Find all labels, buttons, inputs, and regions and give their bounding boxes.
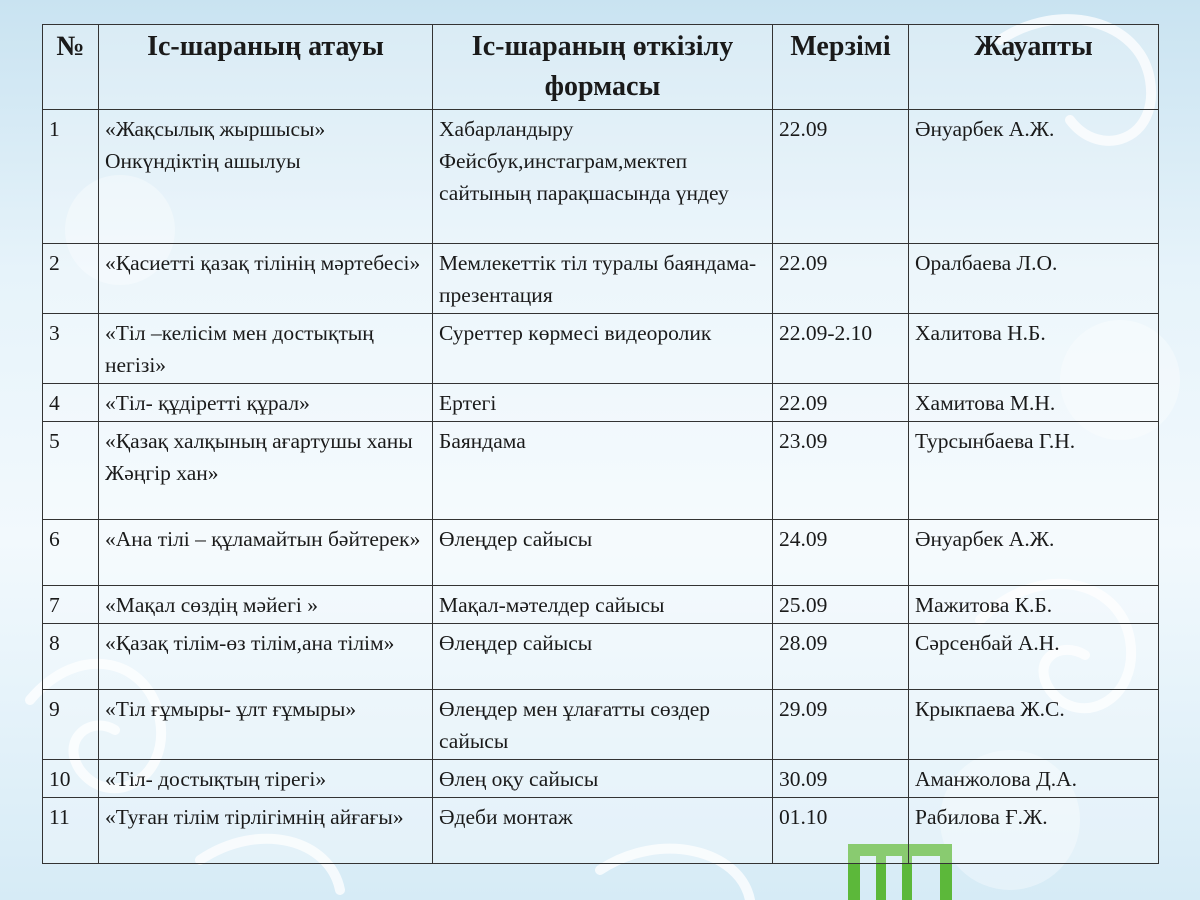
row-event-form: Өлеңдер сайысы — [433, 624, 773, 690]
row-event-name: «Қазақ тілім-өз тілім,ана тілім» — [99, 624, 433, 690]
row-num: 5 — [43, 422, 99, 520]
table-row — [43, 798, 1159, 864]
row-responsible: Мажитова К.Б. — [909, 586, 1159, 624]
row-num: 3 — [43, 314, 99, 384]
row-num: 1 — [43, 110, 99, 244]
row-event-name: «Тіл- достықтың тірегі» — [99, 760, 433, 798]
header-responsible: Жауапты — [909, 25, 1159, 110]
row-event-form: Әдеби монтаж — [433, 798, 773, 864]
row-event-form: Мемлекеттік тіл туралы баяндама-презентация — [433, 244, 773, 314]
row-responsible: Турсынбаева Г.Н. — [909, 422, 1159, 520]
row-num: 10 — [43, 760, 99, 798]
row-responsible: Крыкпаева Ж.С. — [909, 690, 1159, 760]
row-responsible: Оралбаева Л.О. — [909, 244, 1159, 314]
row-num: 9 — [43, 690, 99, 760]
row-responsible: Сәрсенбай А.Н. — [909, 624, 1159, 690]
row-date: 30.09 — [773, 760, 909, 798]
row-num: 7 — [43, 586, 99, 624]
row-event-name: «Мақал сөздің мәйегі » — [99, 586, 433, 624]
header-date: Мерзімі — [773, 25, 909, 110]
row-event-form: Суреттер көрмесі видеоролик — [433, 314, 773, 384]
table-row — [43, 520, 1159, 586]
row-date: 22.09 — [773, 244, 909, 314]
row-event-name: «Тіл- құдіретті құрал» — [99, 384, 433, 422]
row-responsible: Әнуарбек А.Ж. — [909, 520, 1159, 586]
row-event-form: Мақал-мәтелдер сайысы — [433, 586, 773, 624]
row-date: 22.09 — [773, 384, 909, 422]
table-row — [43, 110, 1159, 244]
row-date: 25.09 — [773, 586, 909, 624]
table-row — [43, 244, 1159, 314]
row-responsible: Халитова Н.Б. — [909, 314, 1159, 384]
row-event-name: «Жақсылық жыршысы» Онкүндіктің ашылуы — [99, 110, 433, 244]
row-date: 22.09 — [773, 110, 909, 244]
table-row — [43, 586, 1159, 624]
row-event-name: «Тіл –келісім мен достықтың негізі» — [99, 314, 433, 384]
header-event-name: Іс-шараның атауы — [99, 25, 433, 110]
row-date: 28.09 — [773, 624, 909, 690]
table-row — [43, 690, 1159, 760]
table-row — [43, 314, 1159, 384]
row-num: 2 — [43, 244, 99, 314]
table-row — [43, 422, 1159, 520]
row-date: 24.09 — [773, 520, 909, 586]
row-date: 29.09 — [773, 690, 909, 760]
row-event-form: Баяндама — [433, 422, 773, 520]
header-num: № — [43, 25, 99, 110]
table-row — [43, 384, 1159, 422]
row-num: 11 — [43, 798, 99, 864]
row-event-name: «Тіл ғұмыры- ұлт ғұмыры» — [99, 690, 433, 760]
row-date: 01.10 — [773, 798, 909, 864]
row-event-name: «Ана тілі – құламайтын бәйтерек» — [99, 520, 433, 586]
row-event-form: Өлеңдер сайысы — [433, 520, 773, 586]
row-responsible: Әнуарбек А.Ж. — [909, 110, 1159, 244]
table-row — [43, 760, 1159, 798]
events-table — [42, 24, 1159, 864]
row-num: 8 — [43, 624, 99, 690]
row-date: 22.09-2.10 — [773, 314, 909, 384]
row-event-name: «Туған тілім тірлігімнің айғағы» — [99, 798, 433, 864]
row-num: 4 — [43, 384, 99, 422]
row-date: 23.09 — [773, 422, 909, 520]
table-header-row — [43, 25, 1159, 110]
row-event-form: Өлеңдер мен ұлағатты сөздер сайысы — [433, 690, 773, 760]
row-responsible: Хамитова М.Н. — [909, 384, 1159, 422]
row-event-name: «Қасиетті қазақ тілінің мәртебесі» — [99, 244, 433, 314]
row-num: 6 — [43, 520, 99, 586]
header-event-form: Іс-шараның өткізілу формасы — [433, 25, 773, 110]
row-responsible: Рабилова Ғ.Ж. — [909, 798, 1159, 864]
row-event-form: Өлең оқу сайысы — [433, 760, 773, 798]
row-event-form: Ертегі — [433, 384, 773, 422]
table-row — [43, 624, 1159, 690]
row-event-name: «Қазақ халқының ағартушы ханы Жәңгір хан» — [99, 422, 433, 520]
row-event-form: Хабарландыру Фейсбук,инстаграм,мектеп сайтының парақшасында үндеу — [433, 110, 773, 244]
row-responsible: Аманжолова Д.А. — [909, 760, 1159, 798]
